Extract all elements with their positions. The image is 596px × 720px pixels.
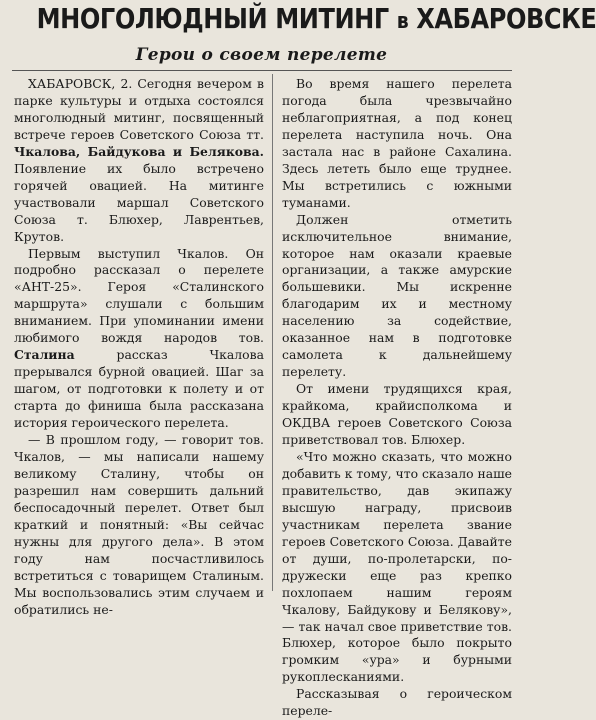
subtitle: Герои о своем перелете	[135, 45, 388, 65]
headline-city: ХАБАРОВСКЕ	[416, 2, 596, 35]
column-divider	[272, 74, 273, 591]
paragraph: Рассказывая о героическом переле-	[282, 686, 512, 719]
paragraph: Должен отметить исключительное внимание, которое нам оказали краевые организации, а также амурские большевики. Мы искренне благодарим их и местному населению за содействие, оказанное нам в подготовке самолета к дальнейшему перелету.	[282, 211, 512, 380]
left-column	[14, 76, 264, 617]
headline	[36, 2, 596, 35]
paragraph: Во время нашего перелета погода была чрезвычайно неблагоприятная, а под конец перелета наступила ночь. Она застала нас в районе Сахалина. Здесь лететь было еще труднее. Мы встретились с южными туманами.	[282, 76, 512, 210]
paragraph-text: Появление их было встречено горячей овацией. На митинге участвовали маршал Советского Союза т. Блюхер, Лаврентьев, Крутов.	[14, 160, 264, 244]
paragraph-text: Первым выступил Чкалов. Он подробно рассказал о перелете «АНТ-25». Героя «Сталинского маршрута» слушали с большим вниманием. При упоминании имени любимого вождя народов тов.	[14, 245, 264, 346]
paragraph: — В прошлом году, — говорит тов. Чкалов, — мы написали нашему великому Сталину, чтобы он разрешил нам совершить дальний беспосадочный перелет. Ответ был краткий и понятный: «Вы сейчас нужны для другого дела». В этом году нам посчастливилось встретиться с товарищем Сталиным. Мы воспользовались этим случаем и обратились не-	[14, 432, 264, 617]
header-divider	[12, 70, 512, 71]
paragraph	[14, 76, 264, 246]
hero-names: Чкалова, Байдукова и Белякова.	[14, 143, 264, 159]
paragraph: От имени трудящихся края, крайкома, крайисполкома и ОКДВА героев Советского Союза приветствовал тов. Блюхер.	[282, 381, 512, 448]
headline-connector: в	[396, 9, 409, 34]
right-column	[282, 76, 512, 719]
paragraph: «Что можно сказать, что можно добавить к тому, что сказало наше правительство, дав экипажу высшую награду, присвоив участникам перелета звание героев Советского Союза. Давайте от души, по-пролетарски, по-дружески еще раз крепко похлопаем нашим героям Чкалову, Байдукову и Белякову», — так начал свое приветствие тов. Блюхер, которое было покрыто громким «ура» и бурными рукоплесканиями.	[282, 448, 512, 685]
paragraph-text: рассказ Чкалова прерывался бурной овацией. Шаг за шагом, от подготовки к полету и от старта до финиша была рассказана история героического перелета.	[14, 347, 264, 431]
paragraph-text: ХАБАРОВСК, 2. Сегодня вечером в парке культуры и отдыха состоялся многолюдный митинг, посвященный встрече героев Советского Союза тт.	[14, 76, 264, 142]
headline-main: МНОГОЛЮДНЫЙ МИТИНГ	[36, 2, 389, 35]
paragraph	[14, 246, 264, 432]
stalin-name: Сталина	[14, 347, 75, 363]
